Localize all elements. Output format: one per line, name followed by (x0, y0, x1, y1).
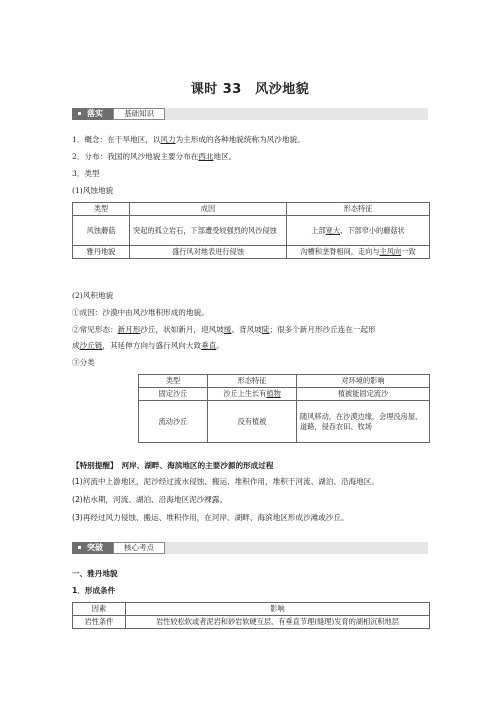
distribution-key: 西北 (198, 152, 214, 161)
classification-heading: ③分类 (72, 358, 95, 367)
table-cell: 固定沙丘 (139, 388, 208, 401)
page-title: 课时 33 风沙地貌 (190, 82, 310, 97)
section-subtitle: 基础知识 (113, 108, 165, 120)
distribution-prefix: 2．分布：我国的风沙地貌主要分布在 (72, 152, 199, 161)
table-cell: 雅丹地貌 (73, 246, 130, 259)
text: 成 (72, 341, 80, 350)
distribution-suffix: 地区。 (213, 152, 237, 161)
table-cell: 随风移动，在沙漠边缘，会埋没房屋、道路，侵吞农田、牧场 (297, 401, 430, 443)
text: ②常见形态： (72, 325, 118, 334)
table-header: 类型 (73, 203, 130, 216)
key-term: 沙丘链 (79, 341, 103, 350)
section-divider (165, 542, 428, 554)
section-tab (72, 108, 113, 120)
table-header: 形态特征 (208, 375, 297, 388)
formation-heading: 1．形成条件 (72, 586, 116, 595)
common-forms-line1 (72, 324, 376, 335)
tip-title: 河岸、湖畔、海滨地区的主要沙源的形成过程 (121, 461, 274, 470)
text: ，其延伸方向与盛行风向大致 (102, 341, 202, 350)
table-header: 成因 (130, 203, 287, 216)
cell-text: 沟槽和垄脊相间，走向与 (300, 247, 380, 256)
cell-key: 宽大 (325, 225, 341, 235)
concept-suffix: 为主形成的各种地貌统称为风沙地貌。 (175, 135, 305, 144)
key-term: 垂直 (201, 341, 217, 350)
table-cell: 岩性较松软或者泥岩和砂岩软硬互层、有垂直节理(缝理)发育的湖相沉积地层 (126, 616, 430, 629)
table-cell: 盛行风对地表进行侵蚀 (130, 246, 287, 259)
section-tab-label: 突破 (87, 543, 103, 552)
tip-heading (72, 460, 273, 471)
section-subtitle: 核心考点 (113, 542, 165, 554)
concept-key: 风力 (160, 135, 176, 144)
table-header: 形态特征 (287, 203, 430, 216)
concept-prefix: 1．概念：在干旱地区，以 (72, 135, 161, 144)
key-term: 陡 (261, 325, 270, 334)
cell-text: 上部 (311, 225, 326, 235)
common-forms-line2 (72, 340, 224, 351)
tip-item: (3)再经过风力侵蚀、搬运、堆积作用，在河岸、湖畔、海滨地区形成沙滩或沙丘。 (72, 513, 349, 522)
section-bar-core (72, 541, 428, 555)
table-cell: 流动沙丘 (139, 401, 208, 443)
section-tab-label: 落实 (87, 109, 103, 118)
section-bar-basics (72, 107, 428, 121)
tip-item: (1)河流中上游地区，泥沙经过流水侵蚀、搬运、堆积作用，堆积于河流、湖泊、沿海地区。 (72, 477, 379, 486)
table-cell (208, 388, 297, 401)
types-heading: 3．类型 (72, 169, 100, 178)
cell-text: 、下部窄小的蘑菇状 (340, 225, 405, 235)
erosion-heading: (1)风蚀地貌 (72, 186, 114, 195)
table-header: 影响 (126, 603, 430, 616)
formation-table (72, 602, 430, 629)
tip-item: (2)枯水期，河流、湖泊、沿海地区泥沙裸露。 (72, 495, 228, 504)
erosion-table (72, 202, 430, 259)
table-cell (287, 216, 430, 246)
key-term: 缓 (223, 325, 232, 334)
text: ；很多个新月形沙丘连在一起形 (269, 325, 376, 334)
tip-label: 【特别提醒】 (72, 461, 118, 470)
text: 。 (216, 341, 224, 350)
table-cell: 岩性条件 (73, 616, 126, 629)
table-header: 因素 (73, 603, 126, 616)
cell-text: 一致 (401, 247, 416, 256)
table-header: 类型 (139, 375, 208, 388)
distribution-line (72, 151, 236, 162)
cell-key: 主风向 (379, 247, 402, 256)
table-header: 对环境的影响 (297, 375, 430, 388)
cell-text: 沙丘上生长有 (223, 389, 267, 398)
dune-table (138, 374, 430, 443)
section-divider (165, 108, 428, 120)
table-cell (287, 246, 430, 259)
table-cell: 风蚀蘑菇 (73, 216, 130, 246)
part1-heading: 一、雅丹地貌 (72, 569, 118, 578)
key-term: 新月形 (117, 325, 141, 334)
text: 、背风坡 (231, 325, 262, 334)
table-cell: 突起的孤立岩石，下部遭受较强烈的风沙侵蚀 (130, 216, 287, 246)
cell-key: 植物 (266, 389, 281, 398)
square-bullet-icon (78, 546, 81, 549)
concept-line (72, 134, 305, 145)
table-cell: 植被能固定流沙 (297, 388, 430, 401)
deposit-cause: ①成因：沙漠中由风沙堆积形成的地貌。 (72, 308, 209, 317)
section-tab (72, 542, 113, 554)
square-bullet-icon (78, 112, 81, 115)
text: 沙丘，状如新月，迎风坡 (140, 325, 224, 334)
deposit-heading: (2)风积地貌 (72, 291, 114, 300)
table-cell: 没有植被 (208, 401, 297, 443)
